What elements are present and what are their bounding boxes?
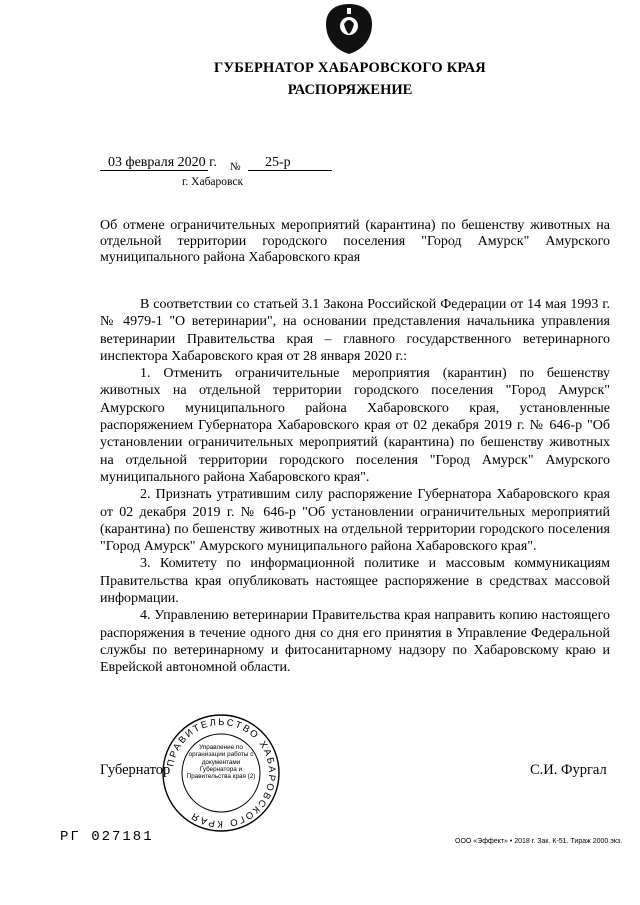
- form-serial-number: РГ 027181: [60, 829, 154, 845]
- number-underline: [248, 170, 332, 171]
- official-seal-icon: [160, 712, 282, 834]
- document-type: РАСПОРЯЖЕНИЕ: [287, 82, 413, 98]
- signatory-name: С.И. Фургал: [530, 762, 607, 778]
- signatory-title: Губернатор: [100, 762, 171, 778]
- document-city: г. Хабаровск: [182, 176, 244, 188]
- clause-4: 4. Управлению ветеринарии Правительства края направить копию настоящего распоряжения в течение одного дня со дня его принятия в Управление Федеральной службы по ветеринарному и фитосанитарному надзору по Хабаровскому краю и Еврейской автономной области.: [100, 608, 610, 676]
- coat-of-arms-icon: [322, 2, 376, 56]
- document-body: [100, 296, 610, 677]
- issuer-heading: ГУБЕРНАТОР ХАБАРОВСКОГО КРАЯ: [214, 60, 486, 76]
- clause-2: 2. Признать утратившим силу распоряжение Губернатора Хабаровского края от 02 декабря 2019 г. № 646-р "Об установлении ограничительных мероприятий (карантина) по бешенству животных на отдельной территории городского поселения "Город Амурск" Амурского муниципального района Хабаровского края".: [100, 487, 610, 555]
- number-label: №: [230, 161, 241, 173]
- clause-1: 1. Отменить ограничительные мероприятия (карантин) по бешенству животных на отдельной территории городского поселения "Город Амурск" Амурского муниципального района Хабаровского края, установленные распоряжением Губернатора Хабаровского края от 02 декабря 2019 г. № 646-р "Об установлении ограничительных мероприятий (карантина) по бешенству животных на отдельной территории городского поселения "Город Амурск" Амурского муниципального района Хабаровского края".: [100, 366, 610, 485]
- seal-ring-text: ПРАВИТЕЛЬСТВО ХАБАРОВСКОГО КРАЯ: [165, 716, 278, 830]
- document-number: 25-р: [265, 155, 291, 170]
- seal-inner-text: Управление по организации работы с документами Губернатора и Правительства края (2): [186, 744, 256, 781]
- document-date: 03 февраля 2020 г.: [108, 155, 217, 170]
- date-underline: [100, 170, 208, 171]
- printer-imprint: ООО «Эффект» • 2018 г. Зак. К-51. Тираж 2000 экз.: [455, 838, 623, 845]
- preamble-paragraph: В соответствии со статьей 3.1 Закона Российской Федерации от 14 мая 1993 г. № 4979-1 "О ветеринарии", на основании представления начальника управления ветеринарии Правительства края – главного государственного ветеринарного инспектора Хабаровского края от 28 января 2020 г.:: [100, 297, 610, 364]
- document-subject: Об отмене ограничительных мероприятий (карантина) по бешенству животных на отдельной территории городского поселения "Город Амурск" Амурского муниципального района Хабаровского края: [100, 218, 610, 265]
- clause-3: 3. Комитету по информационной политике и массовым коммуникациям Правительства края опубликовать настоящее распоряжение в средствах массовой информации.: [100, 556, 610, 607]
